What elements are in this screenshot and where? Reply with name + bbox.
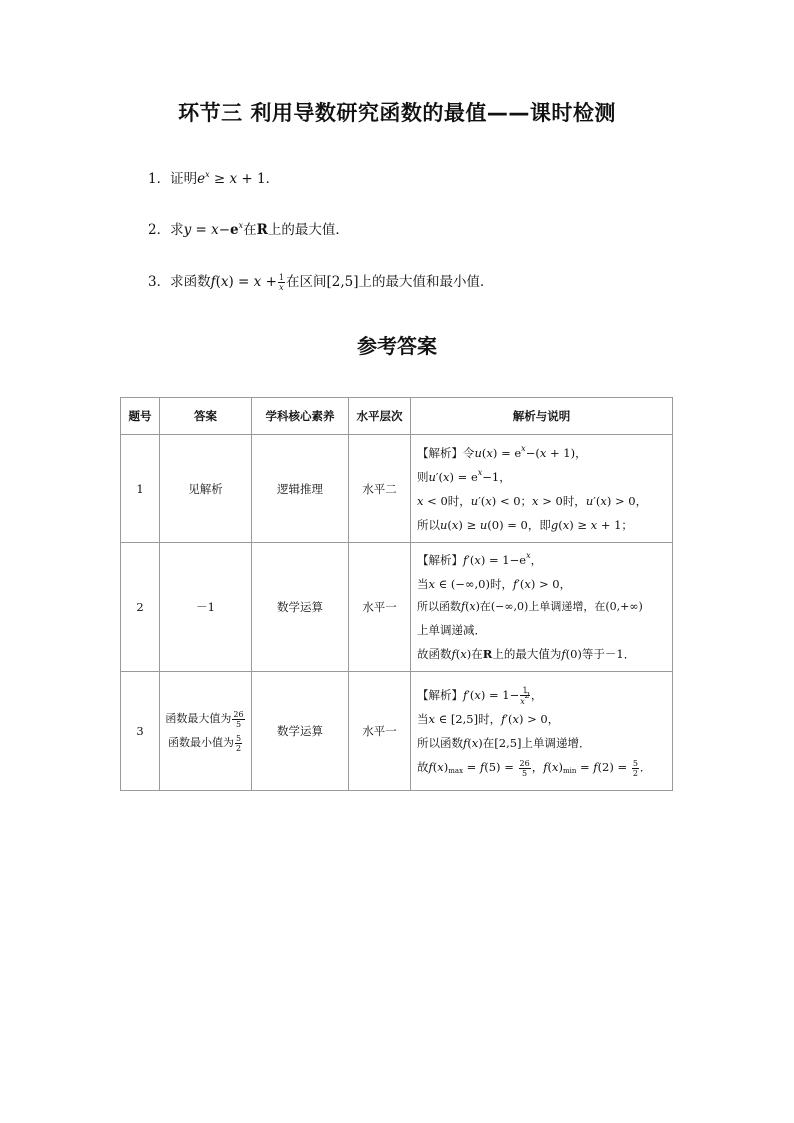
cell-answer: 函数最大值为 $\frac{26}{5}$ 函数最小值为 $\frac{5}{2}$ (160, 672, 252, 791)
cell-level: 水平二 (349, 435, 411, 543)
table-row (121, 435, 673, 543)
cell-literacy: 数学运算 (252, 543, 349, 672)
cell-num: 3 (121, 672, 160, 791)
table-row (121, 543, 673, 672)
question-2: 2．求$y = x-e^x$在R上的最大值． (148, 221, 349, 238)
cell-literacy: 数学运算 (252, 672, 349, 791)
math-inequality: $e^x \ge x + 1$ (197, 170, 266, 187)
cell-level: 水平一 (349, 672, 411, 791)
cell-explanation: 【解析】$f'(x) = 1-e^x$， 当x ∈ (−∞,0)时，f′(x) > 0， 所以函数f(x)在(−∞,0)上单调递增，在(0,+∞) 上单调递减． 故函数f(x)在R上的最大值为f(0)等于－1． (411, 543, 673, 672)
math-function: f(x) = x + $\frac{1}{x}$ (210, 273, 284, 292)
math-function: $y = x-e^x$ (183, 221, 244, 238)
cell-literacy: 逻辑推理 (252, 435, 349, 543)
question-1: 1．证明$e^x \ge x + 1$． (148, 170, 280, 187)
cell-level: 水平一 (349, 543, 411, 672)
question-3: 3．求函数f(x) = x + $\frac{1}{x}$ 在区间[2,5]上的最大值和最小值． (148, 273, 494, 292)
cell-answer: 见解析 (160, 435, 252, 543)
header-cell: 答案 (160, 398, 252, 435)
table-row (121, 672, 673, 791)
answers-title: 参考答案 (357, 334, 437, 358)
header-cell: 学科核心素养 (252, 398, 349, 435)
page-title: 环节三 利用导数研究函数的最值——课时检测 (178, 101, 616, 125)
table-header-row (121, 398, 673, 435)
cell-explanation: 【解析】令$u(x) = e^x-(x + 1)$， 则$u'(x) = e^x-1$， x < 0时，u′(x) < 0；x > 0时，u′(x) > 0， 所以u(x) ≥ u(0) = 0，即g(x) ≥ x + 1； (411, 435, 673, 543)
header-cell: 解析与说明 (411, 398, 673, 435)
header-cell: 水平层次 (349, 398, 411, 435)
cell-answer: －1 (160, 543, 252, 672)
cell-num: 1 (121, 435, 160, 543)
cell-explanation: 【解析】f′(x) = 1− $\frac{1}{x^2}$ ， 当x ∈ [2,5]时，f′(x) > 0， 所以函数f(x)在[2,5]上单调递增． 故$f(x)_{max} = f(5)$ = $\frac{26}{5}$ ，$f(x)_{min} = f(2)$ = $\frac{5}{2}$ ． (411, 672, 673, 791)
header-cell: 题号 (121, 398, 160, 435)
cell-num: 2 (121, 543, 160, 672)
answer-table (120, 397, 673, 791)
